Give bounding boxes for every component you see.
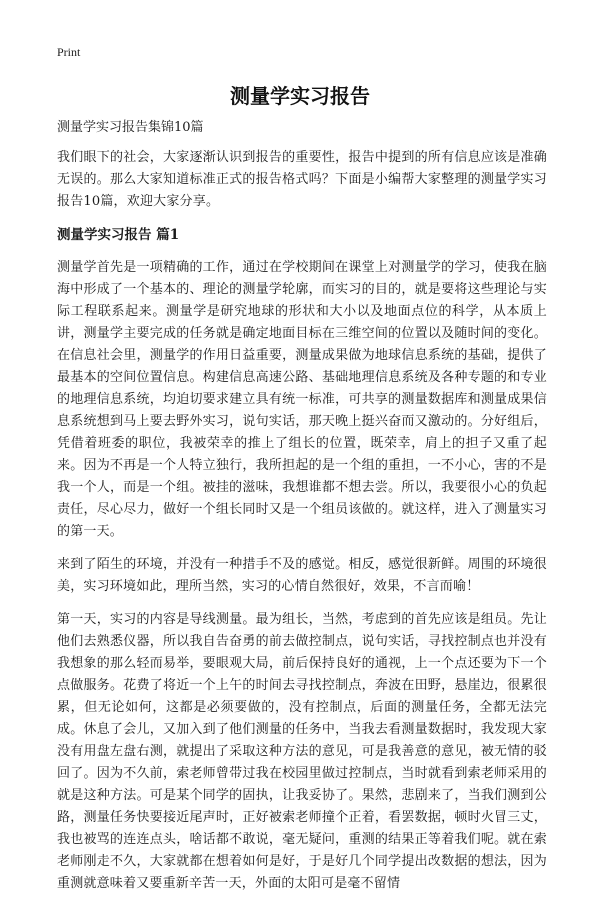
document-body (57, 117, 547, 906)
print-link[interactable]: Print (57, 45, 81, 59)
document-subtitle: 测量学实习报告集锦10篇 (57, 120, 204, 135)
body-paragraph-1: 测量学首先是一项精确的工作，通过在学校期间在课堂上对测量学的学习，使我在脑海中形成了一个基本的、理论的测量学轮廓，而实习的目的，就是要将这些理论与实际工程联系起来。测量学是研究地球的形状和大小以及地面点位的科学，从本质上讲，测量学主要完成的任务就是确定地面目标在三维空间的位置以及随时间的变化。在信息社会里，测量学的作用日益重要，测量成果做为地球信息系统的基础，提供了最基本的空间位置信息。构建信息高速公路、基础地理信息系统及各种专题的和专业的地理信息系统，均迫切要求建立具有统一标准，可共享的测量数据库和测量成果信息系统想到马上要去野外实习，说句实话，那天晚上挺兴奋而又激动的。分好组后，凭借着班委的职位，我被荣幸的推上了组长的位置，既荣幸，肩上的担子又重了起来。因为不再是一个人特立独行，我所担起的是一个组的重担，一不小心，害的不是我一个人，而是一个组。被挂的滋味，我想谁都不想去尝。所以，我要很小心的负起责任，尽心尽力，做好一个组长同时又是一个组员该做的。就这样，进入了测量实习的第一天。 (57, 260, 547, 539)
body-paragraph-2: 来到了陌生的环境，并没有一种措手不及的感觉。相反，感觉很新鲜。周围的环境很美，实习环境如此，理所当然，实习的心情自然很好，效果，不言而喻！ (57, 557, 547, 594)
body-paragraph-3: 第一天，实习的内容是导线测量。最为组长，当然，考虑到的首先应该是组员。先让他们去熟悉仪器，所以我自告奋勇的前去做控制点，说句实话，寻找控制点也并没有我想象的那么轻而易举，要眼观大局，前后保持良好的通视，上一个点还要为下一个点做服务。花费了将近一个上午的时间去寻找控制点，奔波在田野，悬崖边，很累很累，但无论如何，这都是必须要做的，没有控制点，后面的测量任务，全都无法完成。休息了会儿，又加入到了他们测量的任务中，当我去看测量数据时，我发现大家没有用盘左盘右测，就提出了采取这种方法的意见，可是我善意的意见，被无情的驳回了。因为不久前，索老师曾带过我在校园里做过控制点，当时就看到索老师采用的就是这种方法。可是某个同学的固执，让我妥协了。果然，悲剧来了，当我们测到公路，测量任务快要接近尾声时，正好被索老师撞个正着，看罢数据，顿时火冒三丈，我也被骂的连连点头，啥话都不敢说，毫无疑问，重测的结果正等着我们呢。就在索老师刚走不久，大家就都在想着如何是好，于是好几个同学提出改数据的想法，因为重测就意味着又要重新辛苦一天，外面的太阳可是毫不留情 (57, 612, 547, 891)
page-title: 测量学实习报告 (230, 84, 370, 108)
section-heading: 测量学实习报告 篇1 (57, 227, 180, 243)
intro-paragraph: 我们眼下的社会，大家逐渐认识到报告的重要性，报告中提到的所有信息应该是准确无误的。那么大家知道标准正式的报告格式吗？下面是小编帮大家整理的测量学实习报告10篇，欢迎大家分享。 (57, 150, 547, 209)
